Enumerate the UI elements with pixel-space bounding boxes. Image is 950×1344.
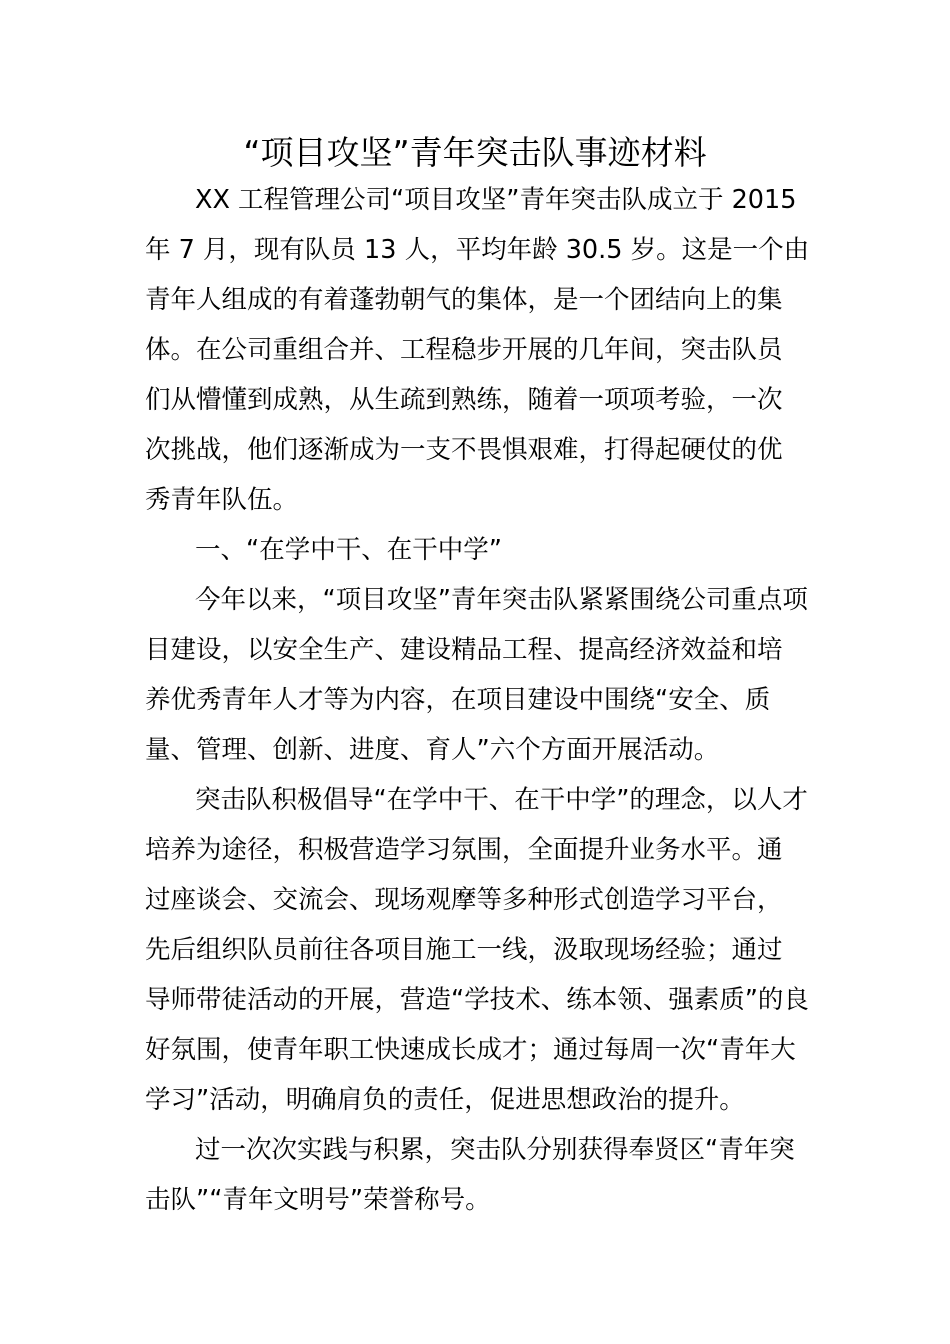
paragraph-line: 学习”活动，明确肩负的责任，促进思想政治的提升。 <box>145 1085 745 1115</box>
paragraph-line: 年 7 月，现有队员 13 人，平均年龄 30.5 岁。这是一个由 <box>145 235 810 265</box>
paragraph-line: 养优秀青年人才等为内容，在项目建设中围绕“安全、质 <box>145 685 771 715</box>
paragraph-line: 今年以来，“项目攻坚”青年突击队紧紧围绕公司重点项 <box>195 585 808 615</box>
paragraph-line: 过一次次实践与积累，突击队分别获得奉贤区“青年突 <box>195 1135 795 1165</box>
paragraph-line: 过座谈会、交流会、现场观摩等多种形式创造学习平台， <box>145 885 783 915</box>
paragraph-line: 秀青年队伍。 <box>145 485 299 515</box>
paragraph-line: 量、管理、创新、进度、育人”六个方面开展活动。 <box>145 735 720 765</box>
document-title: “项目攻坚”青年突击队事迹材料 <box>243 133 707 172</box>
paragraph-line: 次挑战，他们逐渐成为一支不畏惧艰难，打得起硬仗的优 <box>145 435 783 465</box>
paragraph-line: 体。在公司重组合并、工程稳步开展的几年间，突击队员 <box>145 335 783 365</box>
paragraph-line: 突击队积极倡导“在学中干、在干中学”的理念，以人才 <box>195 785 808 815</box>
paragraph-line: 导师带徒活动的开展，营造“学技术、练本领、强素质”的良 <box>145 985 809 1015</box>
paragraph-line: 击队”“青年文明号”荣誉称号。 <box>145 1185 491 1215</box>
paragraph-line: XX 工程管理公司“项目攻坚”青年突击队成立于 2015 <box>195 185 797 215</box>
section-heading: 一、“在学中干、在干中学” <box>195 535 502 565</box>
paragraph-line: 先后组织队员前往各项目施工一线，汲取现场经验；通过 <box>145 935 783 965</box>
paragraph-line: 好氛围，使青年职工快速成长成才；通过每周一次“青年大 <box>145 1035 796 1065</box>
paragraph-line: 青年人组成的有着蓬勃朝气的集体，是一个团结向上的集 <box>145 285 783 315</box>
paragraph-line: 目建设，以安全生产、建设精品工程、提高经济效益和培 <box>145 635 783 665</box>
paragraph-line: 培养为途径，积极营造学习氛围，全面提升业务水平。通 <box>145 835 783 865</box>
paragraph-line: 们从懵懂到成熟，从生疏到熟练，随着一项项考验，一次 <box>145 385 783 415</box>
